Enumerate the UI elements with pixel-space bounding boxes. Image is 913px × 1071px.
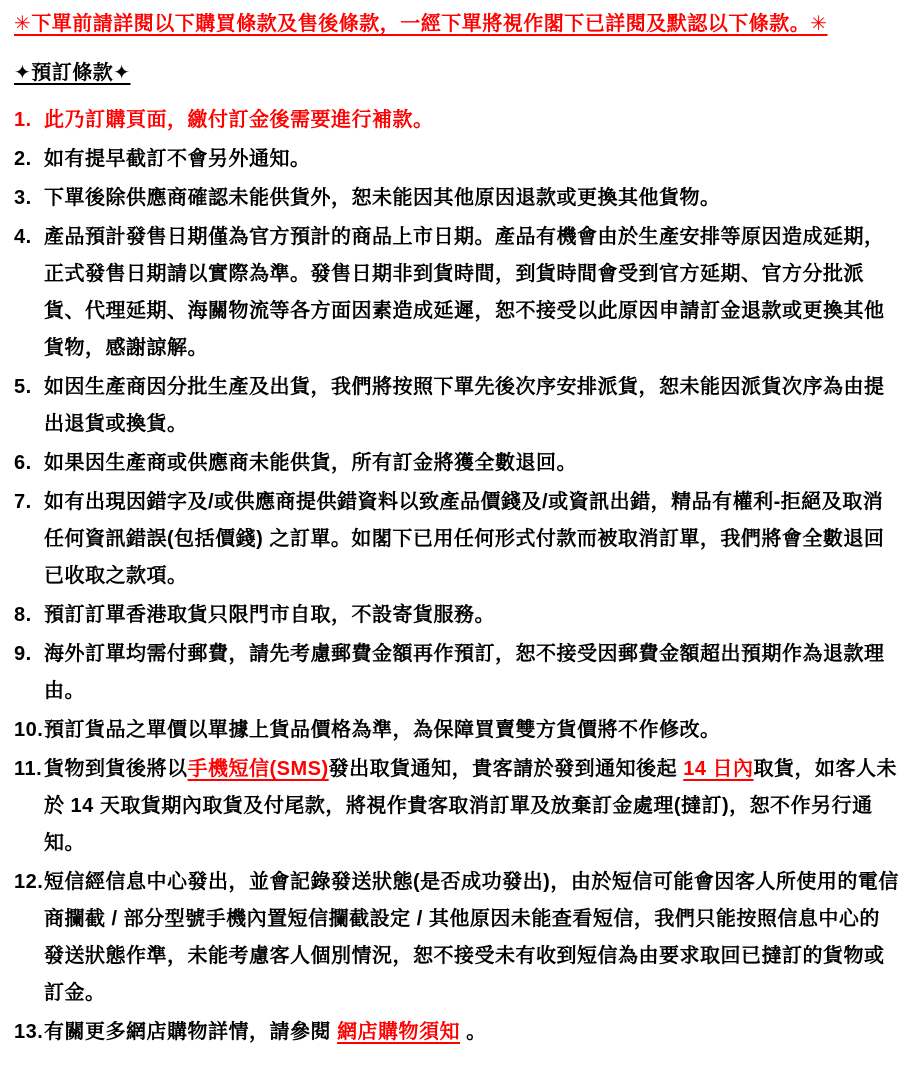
- term-item: [14, 864, 899, 1012]
- term-text: [44, 751, 899, 862]
- text-segment: 取貨，如客人未於 14 天取貨期內取貨及付尾款，將視作貴客取消訂單及放棄訂金處理(撻訂)，恕不作另行通知。: [44, 758, 898, 854]
- preorder-terms-section-title: ✦預訂條款✦: [14, 62, 131, 84]
- term-item: [14, 484, 899, 595]
- text-segment: 如有提早截訂不會另外通知。: [44, 148, 311, 170]
- term-text: [44, 712, 899, 749]
- term-text: [44, 597, 899, 634]
- term-text: [44, 636, 899, 710]
- text-segment: 短信經信息中心發出，並會記錄發送狀態(是否成功發出)，由於短信可能會因客人所使用的電信商攔截 / 部分型號手機內置短信攔截設定 / 其他原因未能查看短信，我們只能按照信息中心的發送狀態作準，未能考慮客人個別情況，恕不接受未有收到短信為由要求取回已撻訂的貨物或訂金。: [44, 871, 899, 1004]
- term-item: [14, 597, 899, 634]
- text-segment: 如果因生產商或供應商未能供貨，所有訂金將獲全數退回。: [44, 452, 577, 474]
- term-number: 1.: [14, 109, 32, 131]
- term-number: 7.: [14, 491, 32, 513]
- text-segment: 有關更多網店購物詳情，請參閱: [44, 1021, 338, 1043]
- text-segment: 。: [460, 1021, 487, 1043]
- term-item: [14, 636, 899, 710]
- highlighted-text: 14 日內: [683, 758, 754, 780]
- term-item: [14, 141, 899, 178]
- term-number: 9.: [14, 643, 32, 665]
- term-number: 4.: [14, 226, 32, 248]
- text-segment: 如有出現因錯字及/或供應商提供錯資料以致產品價錢及/或資訊出錯，精品有權利-拒絕及取消任何資訊錯誤(包括價錢) 之訂單。如閣下已用任何形式付款而被取消訂單，我們將會全數退回已收取之款項。: [44, 491, 885, 587]
- text-segment: 貨物到貨後將以: [44, 758, 188, 780]
- text-segment: 產品預計發售日期僅為官方預計的商品上市日期。產品有機會由於生產安排等原因造成延期，正式發售日期請以實際為準。發售日期非到貨時間，到貨時間會受到官方延期、官方分批派貨、代理延期、海關物流等各方面因素造成延遲，恕不接受以此原因申請訂金退款或更換其他貨物，感謝諒解。: [44, 226, 885, 359]
- term-item: [14, 219, 899, 367]
- text-segment: 預訂訂單香港取貨只限門市自取，不設寄貨服務。: [44, 604, 495, 626]
- term-number: 2.: [14, 148, 32, 170]
- text-segment: 預訂貨品之單價以單據上貨品價格為準，為保障買賣雙方貨價將不作修改。: [44, 719, 721, 741]
- store-shopping-notice-link[interactable]: 網店購物須知: [337, 1021, 461, 1043]
- term-number: 11.: [14, 758, 43, 780]
- text-segment: 如因生產商因分批生產及出貨，我們將按照下單先後次序安排派貨，恕未能因派貨次序為由提出退貨或換貨。: [44, 376, 885, 435]
- purchase-terms-header: ✳下單前請詳閱以下購買條款及售後條款，一經下單將視作閣下已詳閱及默認以下條款。✳: [14, 13, 828, 35]
- term-text: [44, 141, 899, 178]
- terms-list: [14, 102, 899, 1051]
- term-text: [44, 864, 899, 1012]
- term-text: [44, 102, 899, 139]
- term-text: [44, 219, 899, 367]
- text-segment: 發出取貨通知，貴客請於發到通知後起: [328, 758, 684, 780]
- text-segment: 下單後除供應商確認未能供貨外，恕未能因其他原因退款或更換其他貨物。: [44, 187, 721, 209]
- term-text: [44, 369, 899, 443]
- term-item: [14, 445, 899, 482]
- term-number: 6.: [14, 452, 32, 474]
- text-segment: 海外訂單均需付郵費，請先考慮郵費金額再作預訂，恕不接受因郵費金額超出預期作為退款理由。: [44, 643, 885, 702]
- term-item: [14, 712, 899, 749]
- term-number: 5.: [14, 376, 32, 398]
- term-number: 8.: [14, 604, 32, 626]
- term-item: [14, 1014, 899, 1051]
- highlighted-text: 手機短信(SMS): [187, 758, 329, 780]
- term-number: 10.: [14, 719, 44, 741]
- term-item: [14, 102, 899, 139]
- term-number: 12.: [14, 871, 44, 893]
- term-number: 3.: [14, 187, 32, 209]
- term-number: 13.: [14, 1021, 44, 1043]
- term-item: [14, 180, 899, 217]
- term-item: [14, 751, 899, 862]
- term-text: [44, 180, 899, 217]
- term-item: [14, 369, 899, 443]
- text-segment: 此乃訂購頁面，繳付訂金後需要進行補款。: [44, 109, 434, 131]
- term-text: [44, 1014, 899, 1051]
- term-text: [44, 445, 899, 482]
- term-text: [44, 484, 899, 595]
